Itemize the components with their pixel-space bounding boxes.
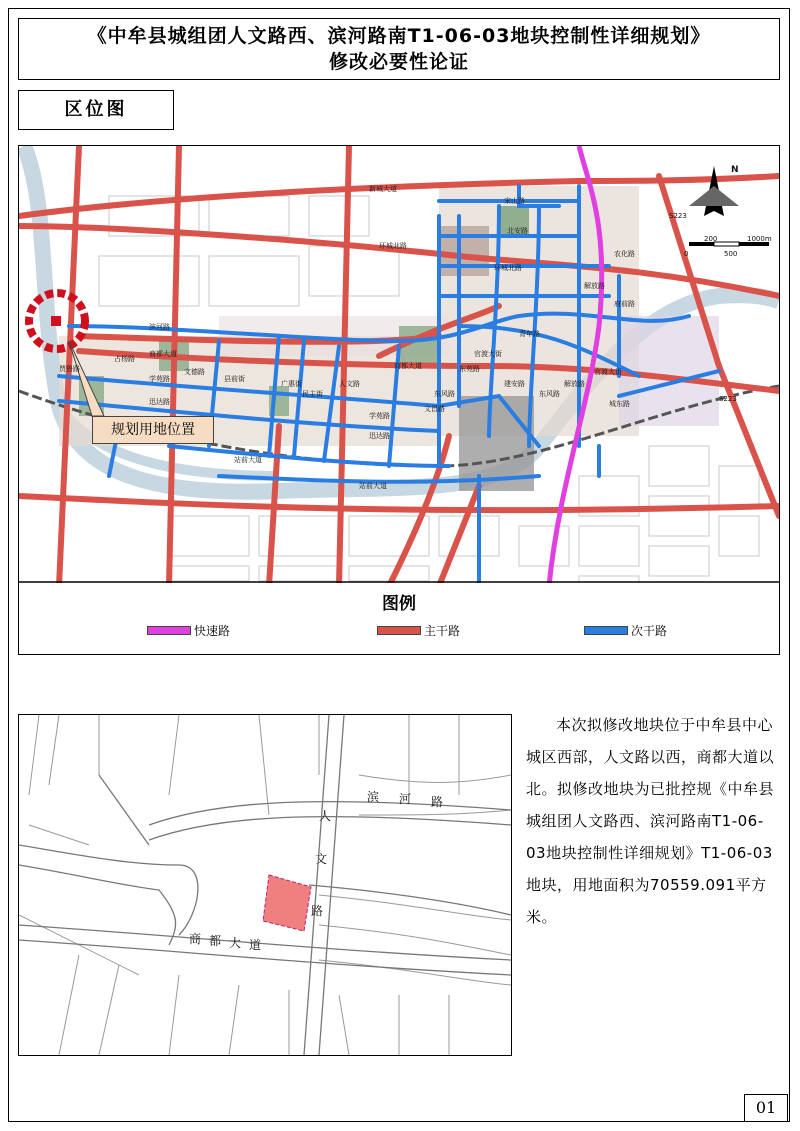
road-label: 青年路 — [519, 330, 540, 338]
road-label: 环城北路 — [494, 264, 522, 272]
road-label: 宋山路 — [504, 197, 525, 205]
legend-title: 图例 — [382, 594, 416, 614]
road-label: 商都大道 — [149, 350, 177, 358]
road-label: 占杨路 — [114, 355, 135, 363]
road-label: 滨河路 — [149, 323, 170, 331]
road-label: 县前街 — [224, 375, 245, 383]
road-label: S223 — [669, 212, 687, 220]
road-label: 文 — [315, 852, 328, 866]
road-label: 道 — [249, 938, 262, 952]
legend-label: 快速路 — [194, 624, 231, 638]
north-label: N — [731, 165, 739, 175]
road-label: 商都大道 — [394, 362, 422, 370]
scale-label-0: 0 — [684, 250, 689, 258]
scale-label-200: 200 — [704, 235, 718, 243]
detail-blocks — [19, 715, 511, 1055]
road-label: 建安路 — [504, 380, 525, 388]
road-label: 农化路 — [614, 250, 635, 258]
road-label: 官渡大街 — [594, 368, 622, 376]
page-number: 01 — [744, 1094, 788, 1122]
road-label: 贾鲁路 — [59, 365, 80, 373]
legend-item-expressway — [147, 622, 230, 639]
road-label: 都 — [209, 934, 222, 948]
site-parcel — [263, 875, 311, 931]
road-label: 民主街 — [302, 390, 323, 398]
road-label: 学苑路 — [149, 375, 170, 383]
title-box — [18, 18, 780, 80]
detail-roads — [19, 715, 511, 1055]
location-map-canvas — [19, 146, 779, 654]
scale-label-1000: 1000m — [747, 235, 772, 243]
road-label: 河 — [399, 792, 412, 806]
road-label: 文昌路 — [424, 405, 445, 413]
road-label: 站前大道 — [359, 482, 387, 490]
legend-item-arterial — [377, 622, 460, 639]
legend-swatch-secondary — [584, 626, 628, 635]
section-label: 区位图 — [18, 90, 174, 130]
road-label: 解放路 — [564, 380, 585, 388]
road-label: 解放路 — [584, 282, 605, 290]
road-label: 人 — [319, 809, 332, 823]
road-label: 大 — [229, 936, 242, 950]
location-map — [18, 145, 780, 655]
road-label: S223 — [719, 395, 737, 403]
legend-swatch-expressway — [147, 626, 191, 635]
road-label: 环城北路 — [379, 242, 407, 250]
site-callout: 规划用地位置 — [92, 416, 214, 444]
road-label: 站前大道 — [234, 456, 262, 464]
road-label: 东苑路 — [459, 365, 480, 373]
road-label: 路 — [311, 904, 324, 918]
road-label: 迅达路 — [369, 432, 390, 440]
legend-swatch-arterial — [377, 626, 421, 635]
road-label: 官渡大街 — [474, 350, 502, 358]
legend-item-secondary — [584, 622, 667, 639]
road-label: 新城大道 — [369, 185, 397, 193]
detail-map-canvas — [19, 715, 511, 1055]
road-label: 府前路 — [614, 300, 635, 308]
road-label: 商 — [189, 932, 202, 946]
road-label: 路 — [431, 795, 444, 809]
detail-labels — [189, 789, 443, 952]
road-label: 学苑路 — [369, 412, 390, 420]
description — [526, 709, 776, 933]
road-label: 东风路 — [539, 390, 560, 398]
road-label: 文德路 — [184, 368, 205, 376]
road-label: 城东路 — [609, 400, 630, 408]
legend-label: 主干路 — [424, 624, 461, 638]
road-label: 北安路 — [507, 227, 528, 235]
road-label: 东风路 — [434, 390, 455, 398]
page-subtitle: 修改必要性论证 — [328, 51, 469, 73]
scale-label-500: 500 — [724, 250, 738, 258]
road-label: 滨 — [367, 790, 380, 804]
road-label: 广惠街 — [281, 380, 302, 388]
legend-label: 次干路 — [631, 624, 668, 638]
description-text: 本次拟修改地块位于中牟县中心城区西部，人文路以西，商都大道以北。拟修改地块为已批控规《中牟县城组团人文路西、滨河路南T1-06-03地块控制性详细规划》T1-06-03地块，用地面积为70559.091平方米。 — [526, 716, 775, 926]
detail-map — [18, 714, 512, 1056]
road-label: 迅达路 — [149, 398, 170, 406]
page-title: 《中牟县城组团人文路西、滨河路南T1-06-03地块控制性详细规划》 — [87, 25, 711, 47]
road-label: 人文路 — [339, 380, 360, 388]
